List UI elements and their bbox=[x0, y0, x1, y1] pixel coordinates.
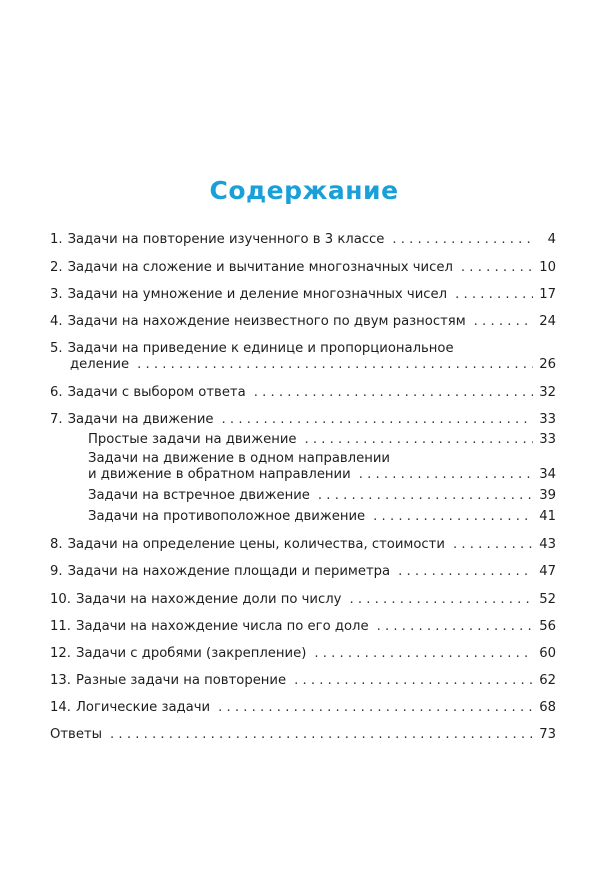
leader-dots bbox=[359, 467, 534, 483]
entry-page: 56 bbox=[539, 619, 556, 634]
toc-subentry[interactable] bbox=[50, 451, 556, 483]
entry-title: Задачи на нахождение неизвестного по двум разностям bbox=[67, 314, 466, 329]
leader-dots bbox=[314, 646, 533, 662]
entry-page: 26 bbox=[539, 357, 556, 372]
entry-number: 11. bbox=[50, 619, 71, 634]
entry-number: 1. bbox=[50, 232, 63, 247]
entry-number: 12. bbox=[50, 646, 71, 661]
entry-page: 33 bbox=[539, 412, 556, 427]
toc-entry[interactable] bbox=[50, 564, 556, 580]
toc-entry[interactable] bbox=[50, 385, 556, 401]
entry-title: Логические задачи bbox=[75, 700, 211, 715]
entry-title: Простые задачи на движение bbox=[88, 432, 297, 447]
leader-dots bbox=[222, 412, 534, 428]
toc-subentry[interactable] bbox=[50, 509, 556, 525]
leader-dots bbox=[474, 314, 534, 330]
leader-dots bbox=[392, 232, 534, 248]
entry-page: 68 bbox=[539, 700, 556, 715]
entry-number: 5. bbox=[50, 341, 63, 356]
leader-dots bbox=[110, 727, 533, 743]
entry-title: Задачи на противоположное движение bbox=[88, 509, 366, 524]
entry-page: 34 bbox=[539, 467, 556, 482]
entry-title: Задачи на умножение и деление многозначных чисел bbox=[67, 287, 448, 302]
entry-number: 3. bbox=[50, 287, 63, 302]
entry-number: 8. bbox=[50, 537, 63, 552]
toc-entry[interactable] bbox=[50, 700, 556, 716]
entry-title: Задачи на движение bbox=[67, 412, 214, 427]
entry-title: Задачи с дробями (закрепление) bbox=[75, 646, 307, 661]
entry-title: Задачи на определение цены, количества, стоимости bbox=[67, 537, 445, 552]
entry-page: 39 bbox=[539, 488, 556, 503]
entry-page: 47 bbox=[539, 564, 556, 579]
entry-title: Задачи на нахождение числа по его доле bbox=[75, 619, 369, 634]
entry-page: 33 bbox=[539, 432, 556, 447]
entry-title: Задачи на встречное движение bbox=[88, 488, 310, 503]
entry-title: Задачи на нахождение доли по числу bbox=[75, 592, 342, 607]
entry-page: 60 bbox=[539, 646, 556, 661]
page-title: Содержание bbox=[209, 176, 399, 205]
entry-title-line2: деление bbox=[70, 357, 130, 372]
leader-dots bbox=[377, 619, 534, 635]
entry-number: 9. bbox=[50, 564, 63, 579]
entry-number: 13. bbox=[50, 673, 71, 688]
entry-title: Задачи с выбором ответа bbox=[67, 385, 246, 400]
leader-dots bbox=[453, 537, 533, 553]
entry-page: 73 bbox=[539, 727, 556, 742]
entry-page: 52 bbox=[539, 592, 556, 607]
toc-entry[interactable] bbox=[50, 260, 556, 276]
entry-page: 10 bbox=[539, 260, 556, 275]
toc-entry[interactable] bbox=[50, 232, 556, 248]
toc-entry[interactable] bbox=[50, 673, 556, 689]
entry-number: 10. bbox=[50, 592, 71, 607]
toc-entry[interactable] bbox=[50, 412, 556, 428]
entry-title: Задачи на сложение и вычитание многозначных чисел bbox=[67, 260, 453, 275]
entry-page: 4 bbox=[547, 232, 556, 247]
entry-title: Задачи на нахождение площади и периметра bbox=[67, 564, 391, 579]
entry-number: 6. bbox=[50, 385, 63, 400]
toc-entry[interactable] bbox=[50, 592, 556, 608]
entry-title-line2: и движение в обратном направлении bbox=[88, 467, 351, 482]
entry-title-line1: Задачи на движение в одном направлении bbox=[88, 451, 390, 466]
entry-page: 43 bbox=[539, 537, 556, 552]
leader-dots bbox=[455, 287, 533, 303]
leader-dots bbox=[137, 357, 533, 373]
leader-dots bbox=[398, 564, 533, 580]
toc-entry[interactable] bbox=[50, 341, 556, 373]
entry-page: 24 bbox=[539, 314, 556, 329]
entry-number: 7. bbox=[50, 412, 63, 427]
leader-dots bbox=[373, 509, 533, 525]
toc-entry[interactable] bbox=[50, 646, 556, 662]
entry-title-line1: Задачи на приведение к единице и пропорциональное bbox=[67, 341, 454, 356]
leader-dots bbox=[461, 260, 533, 276]
entry-page: 62 bbox=[539, 673, 556, 688]
toc-entry-answers[interactable] bbox=[50, 727, 556, 743]
leader-dots bbox=[218, 700, 533, 716]
toc-subentry[interactable] bbox=[50, 432, 556, 448]
leader-dots bbox=[254, 385, 534, 401]
entry-title: Ответы bbox=[50, 727, 103, 742]
entry-page: 41 bbox=[539, 509, 556, 524]
entry-title: Задачи на повторение изученного в 3 классе bbox=[67, 232, 385, 247]
toc-entry[interactable] bbox=[50, 314, 556, 330]
entry-number: 14. bbox=[50, 700, 71, 715]
leader-dots bbox=[349, 592, 533, 608]
entry-number: 2. bbox=[50, 260, 63, 275]
toc-subentry[interactable] bbox=[50, 488, 556, 504]
leader-dots bbox=[305, 432, 534, 448]
entry-page: 32 bbox=[539, 385, 556, 400]
toc-entry[interactable] bbox=[50, 619, 556, 635]
entry-number: 4. bbox=[50, 314, 63, 329]
toc-entry[interactable] bbox=[50, 287, 556, 303]
entry-title: Разные задачи на повторение bbox=[75, 673, 287, 688]
leader-dots bbox=[318, 488, 533, 504]
entry-page: 17 bbox=[539, 287, 556, 302]
leader-dots bbox=[294, 673, 533, 689]
toc-entry[interactable] bbox=[50, 537, 556, 553]
